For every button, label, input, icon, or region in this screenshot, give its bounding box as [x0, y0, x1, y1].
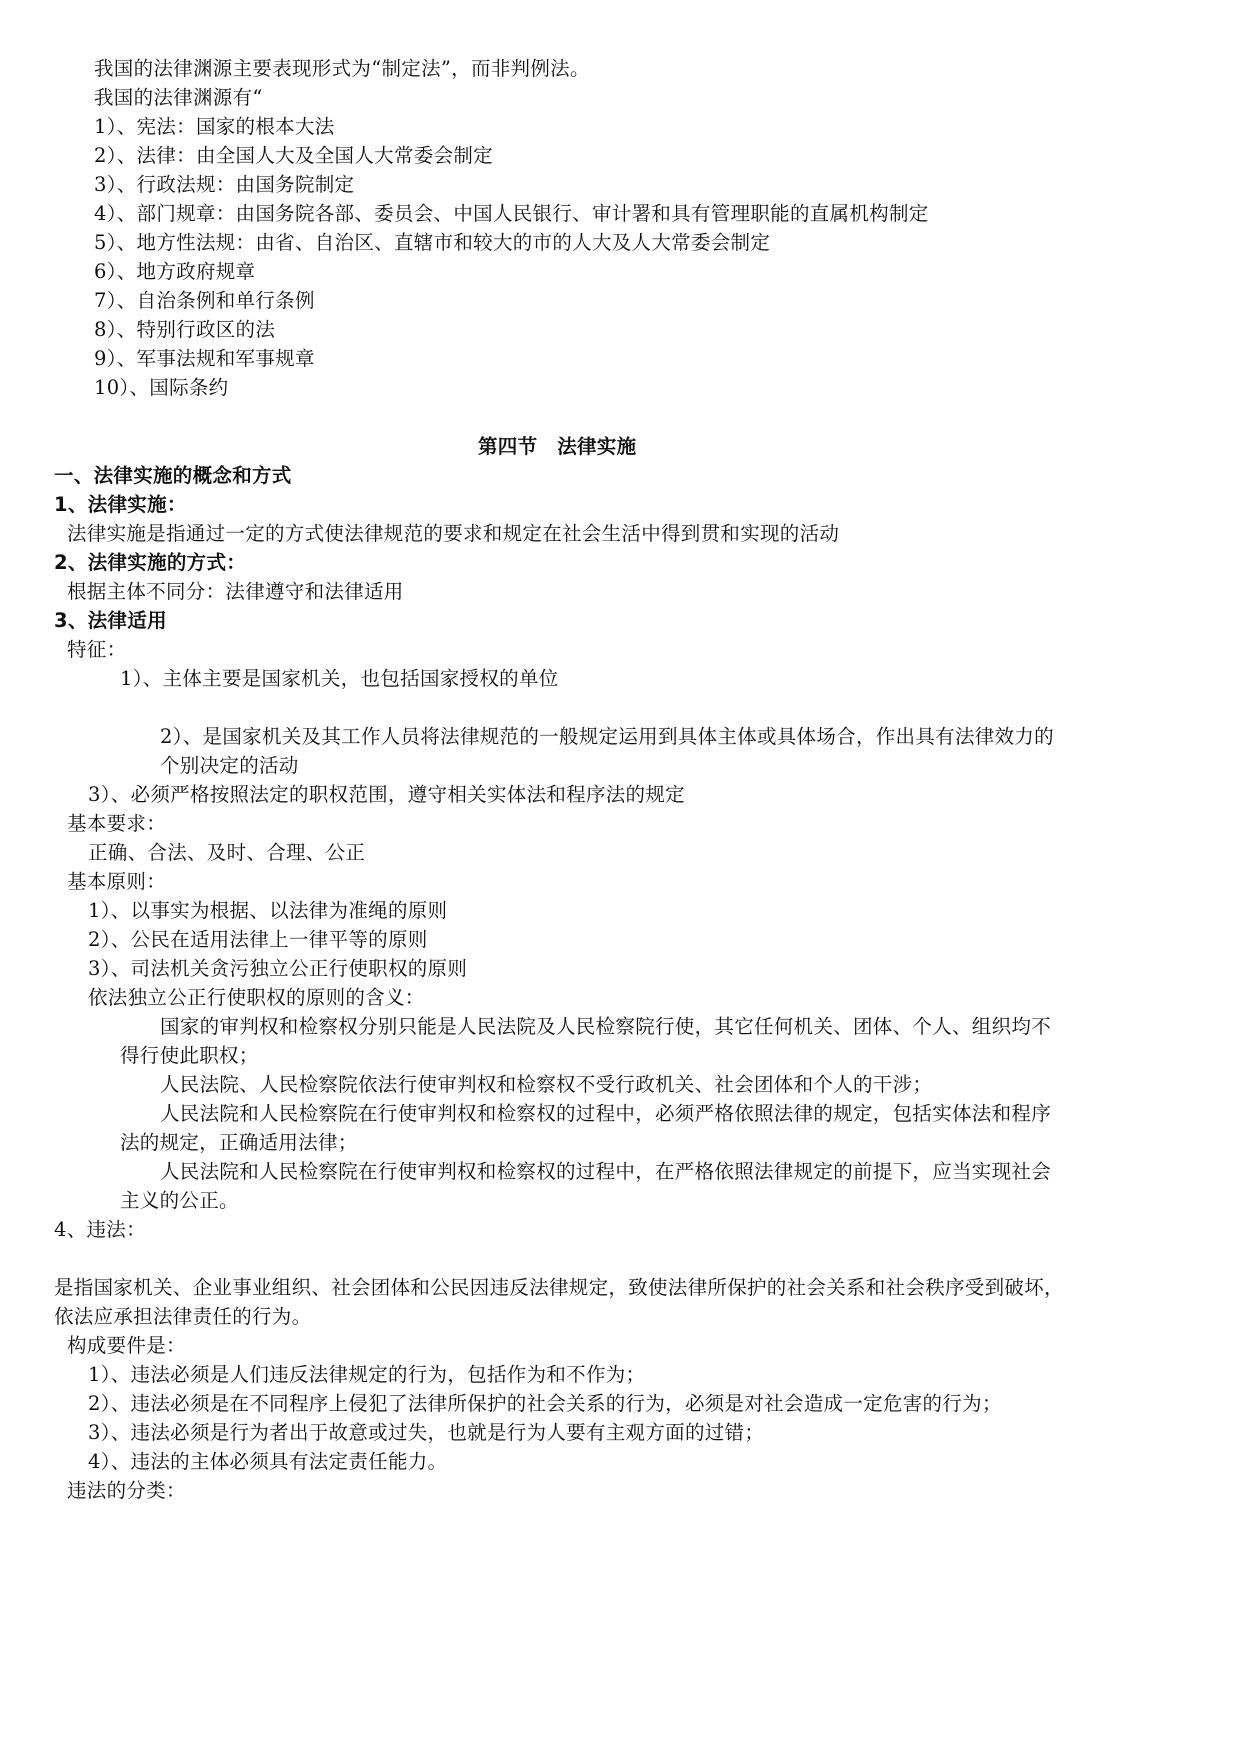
feature-item: 3）、必须严格按照法定的职权范围，遵守相关实体法和程序法的规定 — [88, 783, 685, 806]
principle-item: 2）、公民在适用法律上一律平等的原则 — [88, 928, 428, 951]
element-item: 3）、违法必须是行为者出于故意或过失，也就是行为人要有主观方面的过错； — [88, 1421, 765, 1444]
subheading-methods: 2、法律实施的方式： — [54, 551, 247, 574]
subheading-application: 3、法律适用 — [54, 609, 167, 632]
list-item: 6）、地方政府规章 — [94, 260, 256, 283]
violation-definition-continued: 依法应承担法律责任的行为。 — [54, 1305, 312, 1328]
element-item: 4）、违法的主体必须具有法定责任能力。 — [88, 1450, 448, 1473]
violation-definition: 是指国家机关、企业事业组织、社会团体和公民因违反法律规定，致使法律所保护的社会关系和社会秩序受到破坏， — [54, 1276, 1064, 1299]
subheading-violation: 4、违法： — [54, 1218, 146, 1241]
principle-item: 3）、司法机关贪污独立公正行使职权的原则 — [88, 957, 468, 980]
list-item: 5）、地方性法规：由省、自治区、直辖市和较大的市的人大及人大常委会制定 — [94, 231, 771, 254]
meaning-item: 国家的审判权和检察权分别只能是人民法院及人民检察院行使，其它任何机关、团体、个人、组织均不 — [160, 1015, 1052, 1038]
meaning-item-continued: 得行使此职权； — [120, 1044, 259, 1067]
feature-item-continued: 个别决定的活动 — [160, 754, 299, 777]
feature-item: 2）、是国家机关及其工作人员将法律规范的一般规定运用到具体主体或具体场合，作出具有法律效力的 — [160, 725, 1054, 748]
requirements-text: 正确、合法、及时、合理、公正 — [88, 841, 366, 864]
feature-item: 1）、主体主要是国家机关，也包括国家授权的单位 — [120, 667, 559, 690]
list-item: 4）、部门规章：由国务院各部、委员会、中国人民银行、审计署和具有管理职能的直属机构制定 — [94, 202, 929, 225]
meaning-item-continued: 法的规定，正确适用法律； — [120, 1131, 358, 1154]
heading-concept: 一、法律实施的概念和方式 — [54, 464, 292, 487]
list-item: 10）、国际条约 — [94, 376, 229, 399]
implementation-definition: 法律实施是指通过一定的方式使法律规范的要求和规定在社会生活中得到贯和实现的活动 — [67, 522, 840, 545]
elements-label: 构成要件是： — [67, 1334, 186, 1357]
section-title: 第四节 法律实施 — [478, 435, 637, 458]
principle-item: 1）、以事实为根据、以法律为准绳的原则 — [88, 899, 448, 922]
list-item: 2）、法律：由全国人大及全国人大常委会制定 — [94, 144, 493, 167]
methods-text: 根据主体不同分：法律遵守和法律适用 — [67, 580, 404, 603]
meaning-item: 人民法院和人民检察院在行使审判权和检察权的过程中，必须严格依照法律的规定，包括实体法和程序 — [160, 1102, 1052, 1125]
meaning-item: 人民法院、人民检察院依法行使审判权和检察权不受行政机关、社会团体和个人的干涉； — [160, 1073, 933, 1096]
element-item: 1）、违法必须是人们违反法律规定的行为，包括作为和不作为； — [88, 1363, 646, 1386]
list-item: 1）、宪法：国家的根本大法 — [94, 115, 335, 138]
meaning-item: 人民法院和人民检察院在行使审判权和检察权的过程中，在严格依照法律规定的前提下，应当实现社会 — [160, 1160, 1052, 1183]
list-item: 3）、行政法规：由国务院制定 — [94, 173, 355, 196]
sources-lead: 我国的法律渊源有“ — [94, 86, 263, 109]
meaning-label: 依法独立公正行使职权的原则的含义： — [88, 986, 425, 1009]
requirements-label: 基本要求： — [67, 812, 167, 835]
list-item: 7）、自治条例和单行条例 — [94, 289, 315, 312]
list-item: 8）、特别行政区的法 — [94, 318, 276, 341]
list-item: 9）、军事法规和军事规章 — [94, 347, 315, 370]
principles-label: 基本原则： — [67, 870, 167, 893]
subheading-implementation: 1、法律实施： — [54, 493, 187, 516]
classification-label: 违法的分类： — [67, 1479, 186, 1502]
features-label: 特征： — [67, 638, 127, 661]
meaning-item-continued: 主义的公正。 — [120, 1189, 239, 1212]
element-item: 2）、违法必须是在不同程序上侵犯了法律所保护的社会关系的行为，必须是对社会造成一定危害的行为； — [88, 1392, 1002, 1415]
sources-intro: 我国的法律渊源主要表现形式为“制定法”，而非判例法。 — [94, 57, 590, 80]
